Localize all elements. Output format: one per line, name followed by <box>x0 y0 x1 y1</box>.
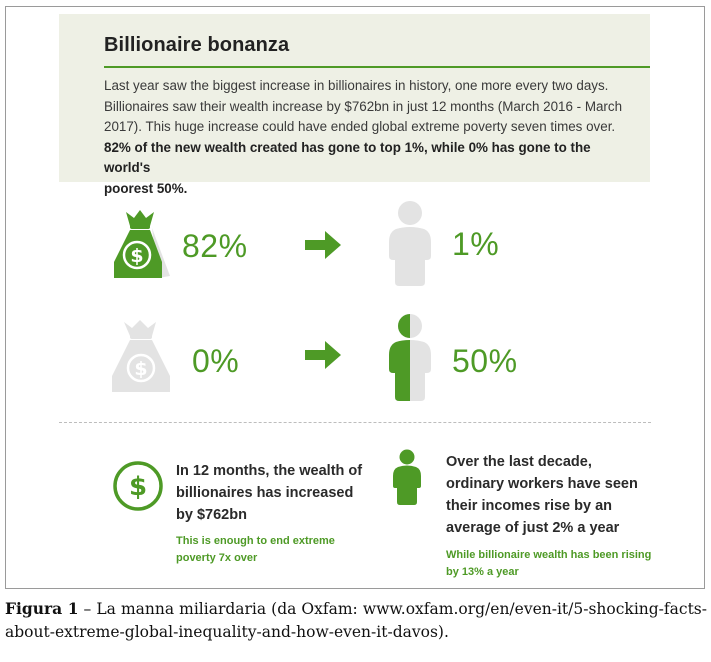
figure-caption <box>5 597 707 644</box>
person-icon <box>387 200 433 286</box>
dollar-circle-icon <box>112 460 164 512</box>
header-panel <box>59 14 650 196</box>
population-share-value: 50% <box>452 343 518 379</box>
billionaire-wealth-note: This is enough to end extreme poverty 7x over <box>176 535 335 564</box>
title-divider <box>104 66 650 68</box>
header-bold-line: 82% of the new wealth created has gone to top 1%, while 0% has gone to the world's <box>104 139 591 175</box>
billionaire-wealth-fact: In 12 months, the wealth of billionaires has increased by $762bn <box>176 463 363 523</box>
figure-label: Figura 1 <box>5 599 79 618</box>
right-arrow-icon <box>303 338 343 372</box>
header-line: 2017). This huge increase could have ended global extreme poverty seven times over. <box>104 119 616 134</box>
page-title: Billionaire bonanza <box>104 34 290 56</box>
figure-caption-text: – La manna miliardaria (da Oxfam: www.oxfam.org/en/even-it/5-shocking-facts-about-extreme-global-inequality-and-how-even-it-davos). <box>5 600 707 641</box>
infographic-frame <box>5 6 705 589</box>
money-bag-icon <box>108 316 176 396</box>
worker-income-note: While billionaire wealth has been rising by 13% a year <box>446 549 652 578</box>
svg-text:$: $ <box>128 472 148 502</box>
wealth-share-value: 0% <box>192 343 240 379</box>
worker-income-fact: Over the last decade, ordinary workers have seen their incomes rise by an average of just 2% a year <box>446 454 638 536</box>
svg-text:$: $ <box>134 358 148 380</box>
population-share-value: 1% <box>452 226 500 262</box>
header-paragraph <box>104 76 640 199</box>
header-line: Last year saw the biggest increase in billionaires in history, one more every two days. <box>104 78 609 93</box>
right-arrow-icon <box>303 228 343 262</box>
section-divider <box>59 422 651 423</box>
money-bag-icon <box>108 206 176 284</box>
worker-person-icon <box>392 449 422 505</box>
header-bold-line: poorest 50%. <box>104 180 188 196</box>
header-line: Billionaires saw their wealth increase by $762bn in just 12 months (March 2016 - March <box>104 98 623 114</box>
wealth-share-value: 82% <box>182 228 248 264</box>
svg-text:$: $ <box>130 245 144 267</box>
half-person-icon <box>387 313 433 401</box>
